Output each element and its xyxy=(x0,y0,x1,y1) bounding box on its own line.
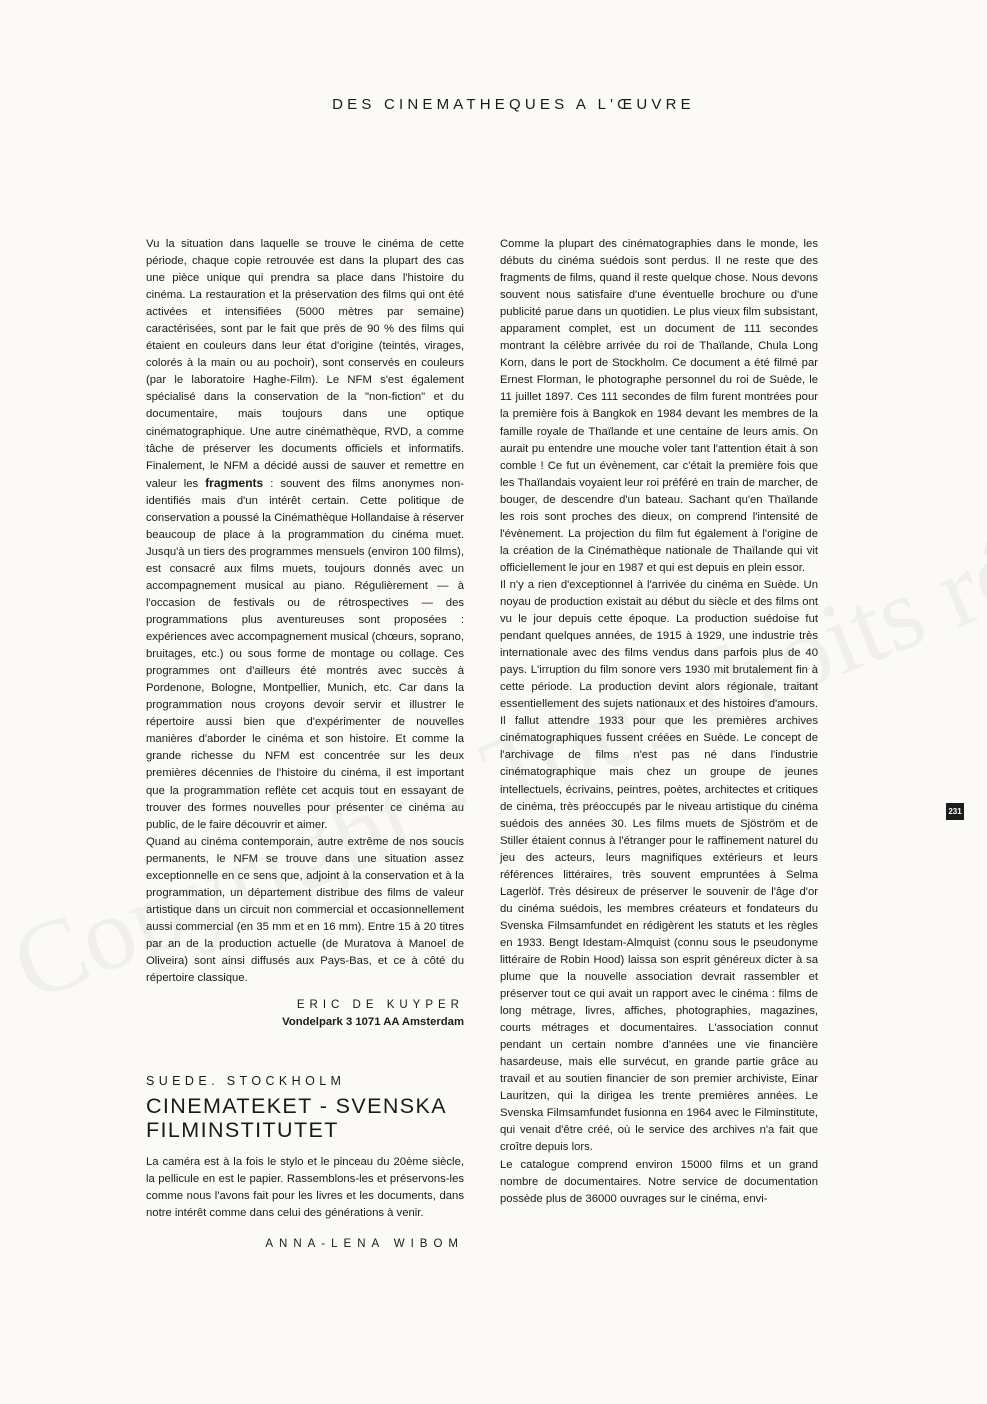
right-column xyxy=(500,236,818,1208)
paragraph-contemporary-cinema: Quand au cinéma contemporain, autre extrême de nos soucis permanents, le NFM se trouve dans une situation assez exceptionnelle en ce sens que, adjoint à la conservation et à la programmation, un département distribue des films de valeur artistique dans un circuit non commercial et occasionnellement aussi commercial (en 35 mm et en 16 mm). Entre 15 à 20 titres par an de la production actuelle (de Muratova à Manoel de Oliveira) sont ainsi diffusés aux Pays-Bas, et ce à côté du répertoire classique. xyxy=(146,835,464,985)
author-address: Vondelpark 3 1071 AA Amsterdam xyxy=(282,1016,464,1029)
paragraph-text: : souvent des films anonymes non-identifiés mais d'un intérêt certain. Cette politique de conservation a poussé la Cinémathèque Hollandaise à réserver beaucoup de place à la programmation du cinéma muet. Jusqu'à un tiers des programmes mensuels (environ 100 films), est consacré aux films muets, toujours donnés avec un accompagnement musical au piano. Régulièrement — à l'occasion de festivals ou de rétrospectives — des programmations plus aventureuses sont proposées : expériences avec accompagnement musical (chœurs, soprano, bruitages, etc.) ou sous forme de montage ou collage. Ces programmes ont d'ailleurs été montrés avec succès à Pordenone, Bologne, Montpellier, Munich, etc. Car dans la programmation nous croyons devoir servir et illustrer le répertoire aussi bien que d'expérimenter de nouvelles manières d'aborder le cinéma et son histoire. Et comme la grande richesse du NFM est concentrée sur les deux premières décennies de l'histoire du cinéma, il est important que la programmation reflète cet acquis tout en essayant de trouver des formes nouvelles pour présenter ce cinéma au public, de le faire découvrir et aimer. xyxy=(146,477,464,831)
section-location-label: SUEDE. STOCKHOLM xyxy=(146,1074,346,1089)
paragraph-swedish-beginnings: Comme la plupart des cinématographies dans le monde, les débuts du cinéma suédois sont perdus. Il ne reste que des fragments de films, quand il reste quelque chose. Nous devons souvent nous satisfaire d'une éventuelle brochure ou d'une publicité parue dans un quotidien. Le plus vieux film subsistant, apparament complet, est un document de 111 secondes montrant la célèbre arrivée du roi de Thaïlande, Chula Long Korn, dans le port de Stockholm. Ce document a été filmé par Ernest Florman, le photographe personnel du roi de Suède, le 11 juillet 1897. Ces 111 secondes de film furent montrées pour la première fois à Bangkok en 1984 devant les membres de la famille royale de Thaïlande et une centaine de leurs amis. On aurait pu entendre une mouche voler tant l'attention était à son comble ! Ce fut un évènement, car c'était la première fois que les Thaïlandais voyaient leur roi préféré en train de marcher, de bouger, de descendre d'un bateau. Sachant qu'en Thaïlande les rois sont proches des dieux, on comprend l'intensité de l'évènement. La projection du film fut également à l'origine de la création de la Cinémathèque nationale de Thaïlande qui vit officiellement le jour en 1987 et qui est depuis en plein essor. xyxy=(500,238,818,574)
paragraph-nfm-restoration xyxy=(146,236,464,834)
page-number-badge: 231 xyxy=(946,803,964,820)
running-header: DES CINEMATHEQUES A L'ŒUVRE xyxy=(332,96,695,113)
paragraph-catalogue: Le catalogue comprend environ 15000 films et un grand nombre de documentaires. Notre service de documentation possède plus de 36000 ouvrages sur le cinéma, envi- xyxy=(500,1158,818,1205)
keyword-fragments: fragments xyxy=(205,475,264,490)
section-intro: La caméra est à la fois le stylo et le pinceau du 20ème siècle, la pellicule en est le papier. Rassemblons-les et préservons-les comme nous l'avons fait pour les livres et les documents, dans notre intérêt comme dans celui des générations à venir. xyxy=(146,1156,464,1220)
paragraph-text: Vu la situation dans laquelle se trouve le cinéma de cette période, chaque copie retrouvée est dans la plupart des cas une pièce unique qui prendra sa place dans l'histoire du cinéma. La restauration et la préservation des films qui ont été activées et intensifiées (5000 mètres par semaine) caractérisées, sont par le fait que près de 90 % des films qui étaient en couleurs dans leur état d'origine (teintés, virages, colorés à la main ou au pochoir), sont conservés en couleurs (par le laboratoire Haghe-Film). Le NFM s'est également spécialisé dans la conservation de la "non-fiction" et du documentaire, mais toujours dans une optique cinématographique. Une autre cinémathèque, RVD, a comme tâche de préserver les documents officiels et informatifs. Finalement, le NFM a décidé aussi de sauver et remettre en valeur les xyxy=(146,238,464,490)
author-signature: ERIC DE KUYPER xyxy=(296,999,464,1012)
paragraph-swedish-history: Il n'y a rien d'exceptionnel à l'arrivée du cinéma en Suède. Un noyau de production existait au début du siècle et des films ont vu le jour depuis cette époque. La production suédoise fut pendant quelques années, de 1915 à 1929, une industrie très internationale avec des films vendus dans parfois plus de 40 pays. L'irruption du film sonore vers 1930 mit brutalement fin à cette période. La production devint alors régionale, traitant essentiellement des sujets nationaux et des histoires d'amours. Il fallut attendre 1933 pour que les premières archives cinématographiques fussent créées en Suède. Le concept de l'archivage de films n'est pas né dans l'industrie cinématographique mais chez un groupe de jeunes intellectuels, écrivains, peintres, poètes, architectes et critiques de cinéma, très préoccupés par le niveau artistique du cinéma suédois des années 30. Les films muets de Sjöström et de Stiller étaient connus à l'étranger pour le raffinement naturel du jeu des acteurs, leurs magnifiques extérieurs et leurs références littéraires, très souvent empruntées à Selma Lagerlöf. Très désireux de préserver le souvenir de l'âge d'or du cinéma suédois, les membres créateurs et fondateurs du Svenska Filmsamfundet en rédigèrent les statuts et les règles en 1933. Bengt Idestam-Almquist (connu sous le pseudonyme littéraire de Robin Hood) laissa son esprit généreux dicter à sa plume que la nouvelle association devrait rassembler et préserver tout ce qui avait un rapport avec le cinéma : films de long métrage, livres, affiches, photographies, magazines, courts métrages et documentaires. L'association connut pendant un certain nombre d'années une vie financière hasardeuse, mais elle survécut, en grande partie grâce au travail et au soutien financier de son premier archiviste, Einar Lauritzen, qui la dirigea les trente premières années. Le Svenska Filmsamfundet fusionna en 1964 avec le Filminstitute, qui venait d'être créé, où le service des archives n'a fait que croître depuis lors. xyxy=(500,578,818,1154)
section-author: ANNA-LENA WIBOM xyxy=(265,1238,464,1251)
left-column xyxy=(146,236,464,1253)
section-title: CINEMATEKET - SVENSKA FILMINSTITUTET xyxy=(146,1094,446,1143)
